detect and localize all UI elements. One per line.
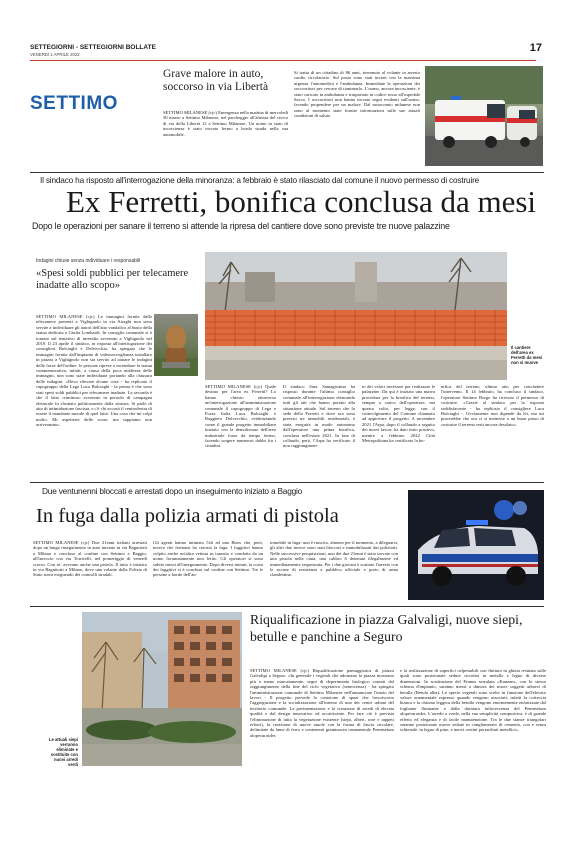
main-story-col-3: to dei valori necessari per realizzare le palazzine. Da qui è iniziato una nuova procedura per la bonifica del terreno, sempre a carico dell'operatore, ma questa volta, per legge, con il coinvolgimento del Comune chiamato ad approvare il progetto. A novembre 2021 l'Arpa, dopo il collaudo a seguito dei nuovi lavori, ha dato esito positivo, mentre a febbraio 2022 Città Metropolitana ha certificato la bo-	[362, 384, 435, 444]
ambulance-illustration	[425, 66, 543, 166]
brief-headline: Grave malore in auto, soccorso in via Libertà	[163, 68, 269, 93]
paper-name: SETTEGIORNI - SETTEGIORNI BOLLATE	[30, 44, 156, 51]
main-story-rule-top	[30, 172, 544, 173]
issue-date: VENERDÌ 1 APRILE 2022	[30, 52, 80, 57]
police-story-rule-top	[30, 482, 544, 483]
piazza-caption: Le attuali siepi verranno eliminate e sostituite con nuovi arredi verdi	[48, 737, 78, 767]
side-story-body: SETTIMO MILANESE (cjc) Le immagini fornite dalle telecamere presenti a Vighignolo in via Airaghi non sono servite a individuare gli autori dell'atto vandalico al busto della statua dedicata a Giulia Lombardi. In consiglio comunale si è tornato sul tentativo di incendio avvenuto a Vighignolo nel 2019. Il 23 aprile il sindaco, in risposta all'interrogazione dei consiglieri Bulciaghi e Delvecchio, ha spiegato che le immagini fornite dall'impianto di videosorveglianza installato in piazza a Vighignolo non sia servito ad aiutare le indagini delle forze dell'ordine: le persone riprese a incendiare la statua commemorativa, infatti, a causa della poca nitidezza delle immagini, non sono state individuate portando alla chiusura delle indagini. «Devo rilevare alcune cose - ha replicato il capogruppo della Lega Luca Bulciaghi - la prima è che sono stati spesi soldi pubblici per telecamere inadatte. La seconda è che il fatto criminoso avvenuto in periodo di campagna elettorale fu sfruttato politicamente dalla sinistra. Si parlò di atto di intimidazione fascista, e c'è chi accusò il centrodestra di essere il mandante morale di quel fatto. Una cosa che mi colpì molto. Mi aspetterei delle scuse, ma sappiamo non arriveranno».	[36, 314, 152, 428]
main-story-col-2: Il sindaco Sara Santagostino ha risposto durante l'ultimo consiglio comunale all'interrogazione elencando tutti gli atti che hanno portato alla situazione attuale. Sul terreno che fa sede della Ferretti e dove ora sono previsti tre immobili residenziali, è stata eseguita in modo autonomo dall'operatore una prima bonifica, conclusa nell'estate 2021. In fase di collaudo, però, l'Arpa ha verificato il non raggiungimen-	[283, 384, 355, 449]
police-story-headline: In fuga dalla polizia armati di pistola	[36, 505, 339, 527]
header-rule	[30, 60, 536, 61]
page-number: 17	[529, 42, 542, 54]
side-story-kicker: Indagini chiuse senza individuare i responsabili	[36, 258, 141, 264]
side-story	[36, 258, 198, 478]
square-story-rule-top	[30, 606, 544, 607]
construction-site-illustration	[205, 252, 507, 380]
police-story-col-2: Gli agenti hanno intimato l'alt ad una Bmw che, però, invece che fermarsi ha cercato la fuga. I fuggitivi hanno colpito anche un'altra vettura in transito e condotta da un uomo fortunatamente non ferito. Gli operatori si sono subito messi all'inseguimento. Dopo diversi minuti, la corsa dei fuggitivi si è conclusa sul confine con Settimo. Tre le persone a bordo dell'au-	[153, 540, 263, 578]
square-story-col-1: SETTIMO MILANESE (cjc) Riqualificazione paesaggistica di piazza Galvaligi a Seguro. «In generale i vegetali che adornano la piazza mostrano più o meno marcatamente, segni di deperimento biologico causati dal raggiungimento della fine del ciclo vegetativo (senescenza) - ha spiegato l'amministrazione comunale di Settimo Milanese nell'annunciare l'inizio dei lavori - Il progetto prevede la creazione di spazi che favoriscono l'aggregazione e la socializzazione all'interno di uno dei centri urbani del territorio comunale. La pavimentazione e la creazione di arredi di elevata qualità e dal design innovativo ed accattivante. Per fare ciò è prevista l'eliminazione di tutta la vegetazione esistente (siepi, alberi, rose e tappeti erbosi), la creazione di nuove aiuole con la forma di fascia circolare, delimitate da lame di ferro e contenenti graminacea ornamentale Pennisetum alopecuroides	[250, 668, 394, 738]
main-story-col-1: SETTIMO MILANESE (cjc) Quale destino per l'area ex Ferretti? Lo hanno chiesto attraverso un'interrogazione all'amministrazione comunale il capogruppo di Lega e Forza Italia Luca Bulciaghi e Ruggiero Delvecchio, evidenziando come il grande progetto immobiliare iniziato con la demolizione dell'area industriale fosse da tempo fermo, facendo sorgere numerosi dubbi fra i cittadini.	[205, 384, 276, 449]
police-story-col-3: tomobile in fuga: uno è riuscito, almeno per il momento, a dileguarsi, gli altri due invece sono stati bloccati e immobilizzati dai poliziotti. Nelle successive perquisizioni, uno dei due 21enni è stato trovato con una pistola nella cinta, una calibro 6 detenuta illegalmente ed immediatamente sequestrata. Per i due giovani è scattato l'arresto con le accuse di resistenza a pubblico ufficiale e porto di arma clandestina.	[270, 540, 398, 578]
side-story-headline: «Spesi soldi pubblici per telecamere inadatte allo scopo»	[36, 268, 189, 291]
brief-col-2: Si tratta di un cittadino di 86 anni, rinvenuto al volante in arresto cardio circolatorio. Sul posto sono stati inviati con la massima urgenza l'automedica e l'ambulanza. Immediate le operazioni dei soccorritori per cercare di rianimarlo. L'uomo, ancora incosciente, è stato caricato in ambulanza e trasportato in codice rosso all'ospedale Sacco. I soccorritori non hanno trovato segni evidenti sull'uomo, facendo propendere per un malore. Dal nosocomio milanese non sono al momento state fornite informazioni sulle sue attuali condizioni di salute.	[294, 70, 420, 119]
brief-malore	[160, 66, 420, 166]
square-story-headline: Riqualificazione in piazza Galvaligi, nuove siepi, betulle e panchine a Seguro	[250, 612, 523, 644]
main-story-subhead: Dopo le operazioni per sanare il terreno si attende la ripresa del cantiere dove sono previste tre nuove palazzine	[32, 221, 450, 231]
police-story-kicker: Due ventunenni bloccati e arrestati dopo un inseguimento iniziato a Baggio	[42, 486, 303, 496]
police-car-illustration	[408, 490, 544, 600]
section-label: SETTIMO	[30, 93, 118, 114]
brief-col-1: SETTIMO MILANESE (cjc) Emergenza nella mattina di mercoledì 30 marzo a Settimo Milanese, nel parcheggio all'altezza del civico di via della Libertà 12 a Settimo Milanese. Un uomo in stato di incoscienza è stato trovato fermo a bordo strada nella sua automobile.	[163, 110, 288, 137]
piazza-photo	[82, 612, 242, 766]
construction-caption: Il cantiere dell'area ex Ferretti da mesi non si muove	[511, 345, 543, 365]
construction-site-photo	[205, 252, 507, 380]
police-story-col-1: SETTIMO MILANESE (cjc) Due 21enni italiani arrestati dopo un lungo inseguimento in auto iniziato in via Baguttotti a Milano e concluso al confine con Settimo e Baggio, all'incrocio con via Torricelli, nel pomeriggio di venerdì scorso. Con sé, avevano anche una pistola. Il tutto è iniziato in via Baguttotti a Milano, dove una volante della Polizia di Stato stava eseguendo dei controlli stradali.	[33, 540, 147, 578]
ambulance-photo	[425, 66, 543, 166]
main-story-headline: Ex Ferretti, bonifica conclusa da mesi	[66, 184, 537, 219]
main-story-col-4: nifica del terreno, ultimo atto per concludere l'intervento. Il 14 febbraio, ha concluso il sindaco, l'operatore Settimo Borgo ha ricevuto il permesso di costruire. «Grazie al sindaco per la risposta soddisfacente - ha replicato il consigliere Luca Bulciaghi -. Ovviamente non dipende da lei, ma mi piacerebbe che ora ci si mettesse a un buon passo di costruire il terreno resti ancora desolato».	[441, 384, 544, 427]
statue-photo	[154, 314, 198, 376]
police-car-photo	[408, 490, 544, 600]
page-header	[30, 42, 550, 64]
square-story-col-2: e la realizzazione di superfici calpestabili con finitura in ghiaia resinata sulle quali sono posizionate sedute circolari in metallo e legno di diverse dimensioni. In sostituzione del Prunus serrulata «Kanzan», con lo stesso schema d'impianto, saranno messi a dimora dei nuovi soggetti arborei di betulla (Betula alba). Le specie vegetali sono scelte in funzione dell'elevato valore ornamentale espresso quando vengono associati; infatti la corteccia bianca e la chioma leggera della betulla vengono enormemente enfatizzate dal fogliame fluttuante e dalla duratura infiorescenza del Pennisetum alopecuroides. L'arredo a verde, nella sua semplicità compositiva, è di grande effetto ed eleganza e di facile manutenzione. Tra le due stanze triangolari saranno posizionate nuove sedute in conglomerato di cemento, con e senza schienale, in legno di pino, e nuovi cestini portarifiuti metallici».	[400, 668, 546, 733]
main-story-kicker: Il sindaco ha risposto all'interrogazione della minoranza: a febbraio è stato rilasciato dal comune il nuovo permesso di costruire	[40, 175, 480, 185]
piazza-illustration	[82, 612, 242, 766]
statue-illustration	[154, 314, 198, 376]
